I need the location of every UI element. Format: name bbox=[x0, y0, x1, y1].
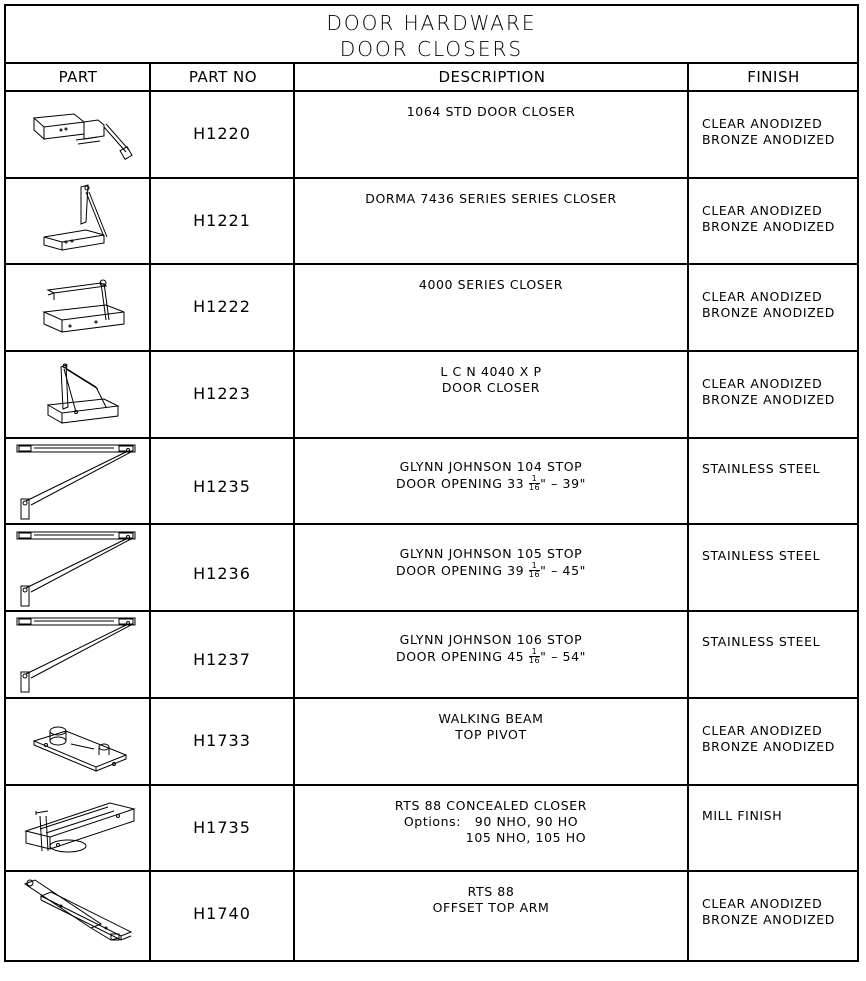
header-description: DESCRIPTION bbox=[438, 68, 546, 86]
finish-line-1: MILL FINISH bbox=[702, 807, 783, 823]
finish-line-2: BRONZE ANODIZED bbox=[702, 912, 836, 928]
part-image-cell bbox=[6, 699, 149, 784]
part-description bbox=[295, 265, 687, 350]
finish bbox=[689, 352, 857, 437]
table-row bbox=[6, 92, 857, 179]
finish bbox=[689, 699, 857, 784]
finish-line-1: CLEAR ANODIZED bbox=[702, 896, 823, 912]
part-number: H1733 bbox=[193, 730, 251, 750]
title-line-1: DOOR HARDWARE bbox=[326, 11, 537, 35]
part-image-cell bbox=[6, 612, 149, 697]
finish-line-1: CLEAR ANODIZED bbox=[702, 116, 823, 131]
description-line-1: 4000 SERIES CLOSER bbox=[418, 277, 564, 293]
part-number: H1220 bbox=[193, 124, 251, 143]
fraction: $\frac{1}{16}$ bbox=[528, 647, 541, 666]
description-line-1: GLYNN JOHNSON 106 STOP bbox=[399, 632, 583, 648]
finish bbox=[689, 612, 857, 697]
description-line-1: GLYNN JOHNSON 104 STOP bbox=[399, 458, 583, 474]
part-description bbox=[295, 352, 687, 437]
header-part-no: PART NO bbox=[188, 68, 258, 86]
finish bbox=[689, 439, 857, 524]
table-row bbox=[6, 699, 857, 786]
part-image-cell bbox=[6, 786, 149, 871]
part-description bbox=[295, 179, 687, 264]
description-line-1: DORMA 7436 SERIES SERIES CLOSER bbox=[365, 190, 617, 206]
table-row bbox=[6, 612, 857, 699]
description-line-2: DOOR OPENING 45 $\frac{1}{16}$ " – 54" bbox=[396, 647, 586, 666]
part-description bbox=[295, 699, 687, 784]
finish bbox=[689, 786, 857, 871]
part-image-cell bbox=[6, 265, 149, 350]
part-image-cell bbox=[6, 526, 149, 611]
part-image-cell bbox=[6, 872, 149, 959]
header-finish: FINISH bbox=[747, 68, 800, 86]
description-line-2: DOOR OPENING 33 $\frac{1}{16}$ " – 39" bbox=[396, 473, 586, 492]
table-row bbox=[6, 526, 857, 613]
finish bbox=[689, 872, 857, 959]
part-number: H1221 bbox=[193, 210, 251, 230]
finish-line-1: CLEAR ANODIZED bbox=[702, 376, 823, 392]
table-row bbox=[6, 352, 857, 439]
part-description bbox=[295, 786, 687, 871]
description-line-2: DOOR OPENING 39 $\frac{1}{16}$ " – 45" bbox=[396, 560, 586, 579]
finish-line-2: BRONZE ANODIZED bbox=[702, 738, 836, 754]
part-image-cell bbox=[6, 92, 149, 177]
finish-line-1: STAINLESS STEEL bbox=[702, 460, 821, 476]
finish-line-2: BRONZE ANODIZED bbox=[702, 132, 836, 147]
description-line-1: 1064 STD DOOR CLOSER bbox=[406, 104, 576, 119]
sheet-title bbox=[6, 6, 857, 64]
title-line-2: DOOR CLOSERS bbox=[339, 37, 524, 61]
description-line-1: WALKING BEAM bbox=[438, 710, 544, 726]
description-line-2: Options: 90 NHO, 90 HO bbox=[403, 813, 579, 829]
description-line-2: OFFSET TOP ARM bbox=[432, 900, 550, 916]
table-row bbox=[6, 439, 857, 526]
description-line-1: RTS 88 bbox=[467, 884, 515, 900]
description-line-1: GLYNN JOHNSON 105 STOP bbox=[399, 545, 583, 561]
finish bbox=[689, 526, 857, 611]
finish-line-1: STAINLESS STEEL bbox=[702, 634, 821, 650]
description-line-1: RTS 88 CONCEALED CLOSER bbox=[394, 797, 588, 813]
fraction: $\frac{1}{16}$ bbox=[528, 473, 541, 492]
part-number: H1735 bbox=[193, 817, 251, 837]
part-description bbox=[295, 92, 687, 177]
finish-line-1: STAINLESS STEEL bbox=[702, 547, 821, 563]
part-number: H1740 bbox=[193, 904, 251, 924]
finish-line-2: BRONZE ANODIZED bbox=[702, 218, 836, 234]
part-number: H1236 bbox=[193, 563, 251, 583]
part-number: H1235 bbox=[193, 476, 251, 496]
finish-line-2: BRONZE ANODIZED bbox=[702, 392, 836, 408]
hardware-sheet bbox=[4, 4, 859, 962]
finish-line-1: CLEAR ANODIZED bbox=[702, 289, 823, 305]
description-line-3: 105 NHO, 105 HO bbox=[465, 829, 587, 845]
part-number: H1222 bbox=[193, 297, 251, 317]
part-image-cell bbox=[6, 439, 149, 524]
fraction: $\frac{1}{16}$ bbox=[528, 560, 541, 579]
part-image-cell bbox=[6, 352, 149, 437]
description-line-1: L C N 4040 X P bbox=[440, 364, 542, 380]
part-number: H1237 bbox=[193, 650, 251, 670]
header-part: PART bbox=[58, 68, 98, 86]
table-row bbox=[6, 786, 857, 873]
table-row bbox=[6, 179, 857, 266]
part-description bbox=[295, 872, 687, 959]
finish bbox=[689, 179, 857, 264]
part-description bbox=[295, 439, 687, 524]
description-line-2: DOOR CLOSER bbox=[441, 380, 541, 396]
table-header bbox=[6, 64, 857, 92]
part-number: H1223 bbox=[193, 384, 251, 404]
finish bbox=[689, 265, 857, 350]
table-row bbox=[6, 872, 857, 959]
finish-line-1: CLEAR ANODIZED bbox=[702, 722, 823, 738]
finish-line-1: CLEAR ANODIZED bbox=[702, 202, 823, 218]
part-description bbox=[295, 612, 687, 697]
part-image-cell bbox=[6, 179, 149, 264]
finish bbox=[689, 92, 857, 177]
finish-line-2: BRONZE ANODIZED bbox=[702, 305, 836, 321]
description-line-2: TOP PIVOT bbox=[455, 726, 527, 742]
part-description bbox=[295, 526, 687, 611]
table-row bbox=[6, 265, 857, 352]
